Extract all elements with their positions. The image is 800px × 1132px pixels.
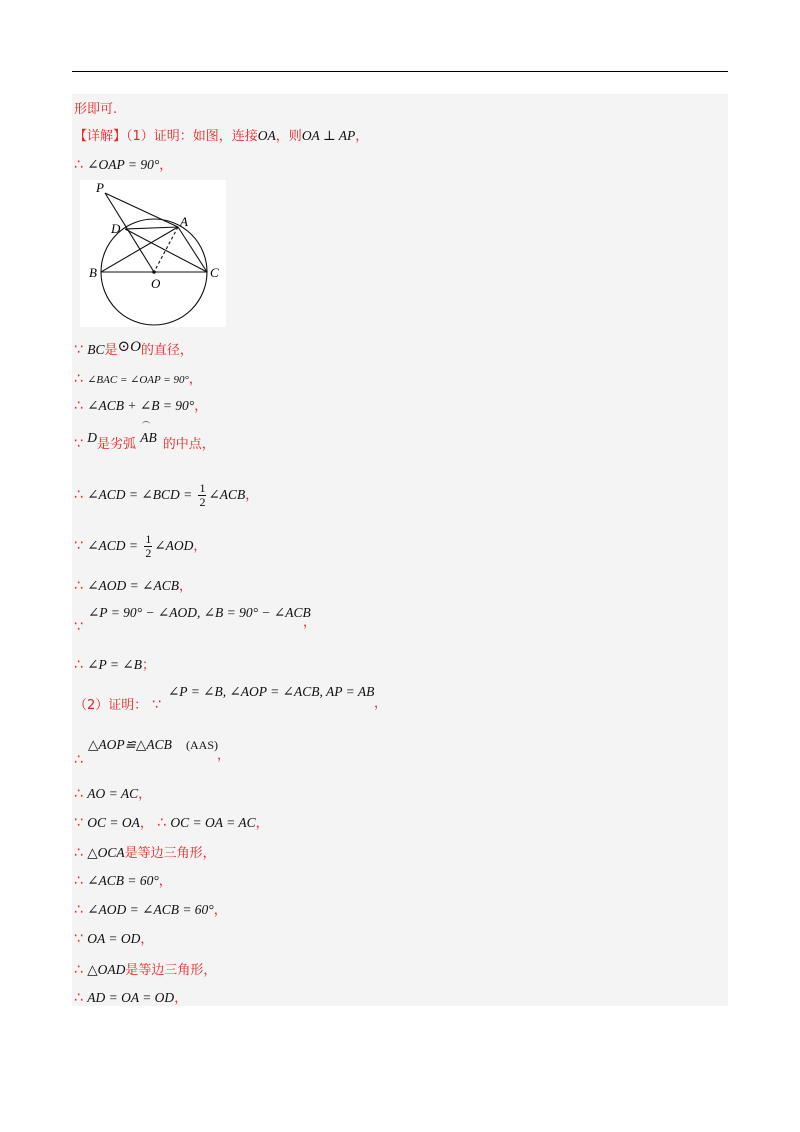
punct: ， bbox=[303, 615, 317, 630]
because-symbol: ∵ bbox=[152, 697, 161, 713]
punct: ， bbox=[217, 748, 231, 763]
text: ，则 bbox=[275, 129, 302, 144]
math: ∠BAC = ∠OAP = 90° bbox=[87, 374, 189, 386]
math: ∠P = 90° − ∠AOD, ∠B = 90° − ∠ACB bbox=[88, 605, 311, 620]
therefore-symbol: ∴ bbox=[74, 845, 83, 861]
math: ∠ACB + ∠B = 90° bbox=[87, 398, 195, 413]
therefore-symbol: ∴ bbox=[74, 578, 83, 594]
therefore-symbol: ∴ bbox=[74, 157, 83, 173]
line-3 bbox=[74, 157, 172, 174]
because-symbol: ∵ bbox=[74, 436, 83, 452]
therefore-symbol: ∴ bbox=[74, 786, 83, 802]
line-10 bbox=[74, 578, 192, 595]
punct: ， bbox=[178, 579, 192, 594]
punct: ， bbox=[138, 787, 152, 802]
line-21 bbox=[74, 962, 216, 979]
fraction bbox=[198, 482, 206, 509]
math: AD = OA = OD bbox=[87, 990, 175, 1005]
because-symbol: ∵ bbox=[74, 931, 83, 947]
because-symbol: ∵ bbox=[74, 538, 83, 554]
line-20 bbox=[74, 931, 153, 948]
therefore-symbol: ∴ bbox=[74, 902, 83, 918]
therefore-symbol: ∴ bbox=[74, 752, 83, 768]
punct: ， bbox=[374, 696, 388, 711]
therefore-symbol: ∴ bbox=[74, 487, 83, 503]
because-symbol: ∵ bbox=[74, 342, 83, 358]
math: ∠P = ∠B, ∠AOP = ∠ACB, AP = AB bbox=[168, 684, 375, 699]
line-8 bbox=[74, 480, 258, 511]
center-dot bbox=[152, 270, 156, 274]
therefore-symbol: ∴ bbox=[157, 815, 167, 831]
punct: ， bbox=[159, 158, 173, 173]
math: OC = OA bbox=[87, 815, 140, 830]
denominator: 2 bbox=[199, 495, 206, 509]
math: ⊙O bbox=[117, 339, 141, 355]
punct: ， bbox=[255, 816, 269, 831]
math: △AOP≌△ACB bbox=[88, 737, 172, 752]
math: (AAS) bbox=[186, 738, 218, 752]
line-19 bbox=[74, 902, 227, 919]
text: （2）证明： bbox=[74, 698, 148, 713]
text: 是劣弧 bbox=[96, 437, 136, 452]
numerator: 1 bbox=[199, 481, 206, 495]
text: 形即可. bbox=[74, 102, 118, 117]
text: （1）证明：如图，连接 bbox=[126, 129, 258, 144]
line-15 bbox=[74, 786, 151, 803]
punct: ， bbox=[245, 488, 259, 503]
math: OC = OA = AC bbox=[170, 815, 256, 830]
punct: ， bbox=[213, 903, 227, 918]
label-p: P bbox=[96, 180, 104, 195]
math: ∠OAP = 90° bbox=[87, 157, 160, 172]
because-symbol: ∵ bbox=[74, 815, 83, 831]
line-6 bbox=[74, 398, 207, 415]
line-4 bbox=[74, 339, 193, 359]
because-symbol: ∵ bbox=[74, 619, 83, 635]
label-c: C bbox=[210, 265, 219, 280]
math: ∠P = ∠B bbox=[87, 657, 142, 672]
text: 是等边三角形， bbox=[124, 846, 216, 861]
math: BC bbox=[87, 342, 105, 357]
line-2 bbox=[74, 128, 368, 145]
segment-ac bbox=[178, 227, 207, 272]
line-9 bbox=[74, 531, 206, 562]
math: △OCA bbox=[87, 845, 125, 860]
text: 的中点， bbox=[162, 437, 215, 452]
text: 的直径， bbox=[140, 343, 193, 358]
therefore-symbol: ∴ bbox=[74, 398, 83, 414]
line-16 bbox=[74, 815, 269, 832]
header-rule bbox=[72, 71, 728, 72]
therefore-symbol: ∴ bbox=[74, 873, 83, 889]
math: ∠AOD = ∠ACB bbox=[87, 578, 179, 593]
line-22 bbox=[74, 990, 187, 1007]
math: ∠ACD = ∠BCD = bbox=[87, 487, 193, 502]
punct: ， bbox=[140, 932, 154, 947]
punct: ； bbox=[141, 658, 155, 673]
math: D bbox=[87, 430, 97, 445]
therefore-symbol: ∴ bbox=[74, 371, 83, 387]
punct: ， bbox=[158, 874, 172, 889]
punct: ， bbox=[139, 816, 153, 831]
math: OA ⊥ AP bbox=[301, 128, 356, 143]
therefore-symbol: ∴ bbox=[74, 962, 83, 978]
math: OA = OD bbox=[87, 931, 141, 946]
math: ∠ACB = 60° bbox=[87, 873, 159, 888]
line-17 bbox=[74, 845, 216, 862]
therefore-symbol: ∴ bbox=[74, 657, 83, 673]
label-d: D bbox=[111, 221, 121, 236]
geometry-figure bbox=[80, 180, 226, 327]
punct: ， bbox=[355, 129, 369, 144]
math: △OAD bbox=[87, 962, 126, 977]
text: 是 bbox=[104, 343, 118, 358]
punct: ， bbox=[194, 399, 208, 414]
line-1 bbox=[74, 101, 117, 118]
math: ∠AOD = ∠ACB = 60° bbox=[87, 902, 214, 917]
line-18 bbox=[74, 873, 172, 890]
label-a: A bbox=[180, 214, 188, 229]
math: ∠ACB bbox=[208, 487, 246, 502]
fraction bbox=[144, 533, 152, 560]
math: ∠ACD = bbox=[87, 538, 139, 553]
label-o: O bbox=[151, 276, 161, 291]
line-7 bbox=[74, 430, 215, 453]
punct: ， bbox=[193, 539, 207, 554]
text: 是等边三角形， bbox=[125, 963, 217, 978]
punct: ， bbox=[188, 372, 202, 387]
numerator: 1 bbox=[145, 532, 152, 546]
denominator: 2 bbox=[145, 546, 152, 560]
punct: ， bbox=[174, 991, 188, 1006]
line-12 bbox=[74, 657, 155, 674]
label-b: B bbox=[89, 265, 97, 280]
therefore-symbol: ∴ bbox=[74, 990, 83, 1006]
math: OA bbox=[257, 128, 276, 143]
math: ∠AOD bbox=[154, 538, 194, 553]
circle-diagram bbox=[80, 180, 226, 327]
segment-da bbox=[125, 227, 178, 229]
line-5 bbox=[74, 371, 202, 388]
detail-label: 【详解】 bbox=[74, 129, 127, 144]
math: AB bbox=[140, 430, 157, 445]
math: AO = AC bbox=[87, 786, 139, 801]
